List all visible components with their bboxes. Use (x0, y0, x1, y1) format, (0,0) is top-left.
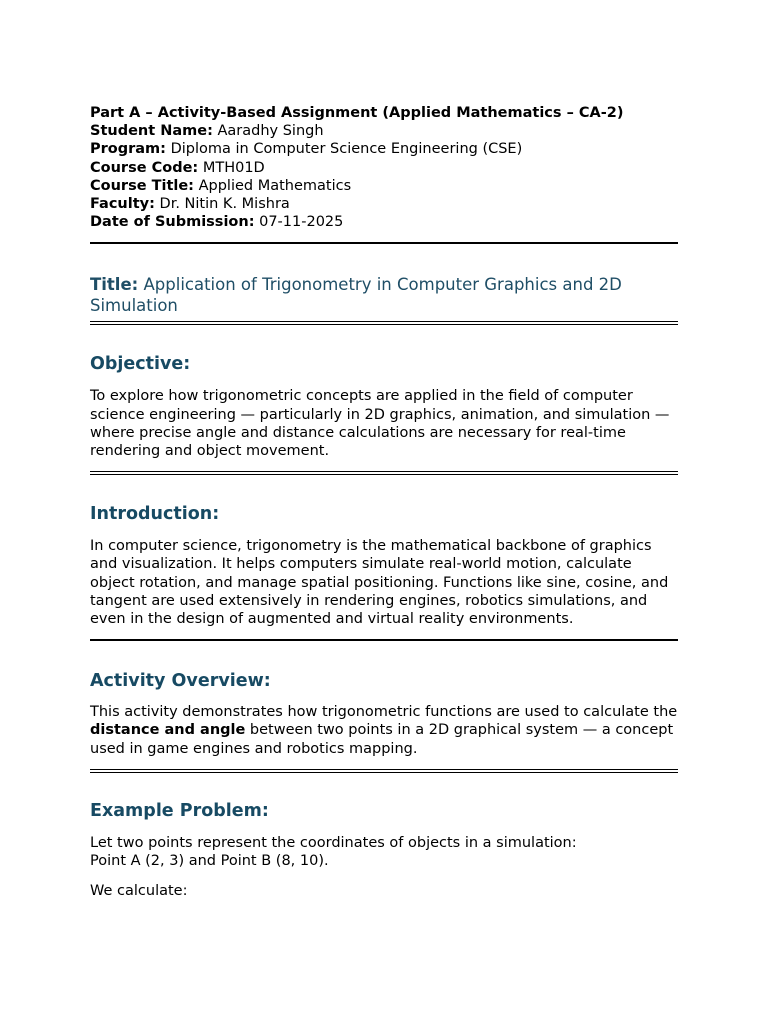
student-name-line: Student Name: Aaradhy Singh (90, 123, 324, 140)
example-problem-line-2: Point A (2, 3) and Point B (8, 10). (90, 853, 329, 870)
faculty-line: Faculty: Dr. Nitin K. Mishra (90, 196, 290, 213)
course-code-line: Course Code: MTH01D (90, 159, 265, 176)
assignment-heading: Part A – Activity-Based Assignment (Applied Mathematics – CA-2) (90, 105, 624, 121)
divider-title (90, 321, 678, 325)
introduction-text: In computer science, trigonometry is the mathematical backbone of graphics and visualization. It helps computers simulate real-world motion, calculate object rotation, and manage spatial positioning. Functions like sine, cosine, and tangent are used extensively in rendering engines, robotics simulations, and even in the design of augmented and virtual reality environments. (90, 538, 669, 628)
activity-overview-text: This activity demonstrates how trigonometric functions are used to calculate the distance and angle between two points in a 2D graphical system — a concept used in game engines and robotics mapping. (90, 704, 678, 757)
objective-text: To explore how trigonometric concepts are applied in the field of computer science engineering — particularly in 2D graphics, animation, and simulation — where precise angle and distance calculations are necessary for real-time rendering and object movement. (90, 388, 670, 460)
document-content (90, 104, 678, 900)
objective-heading: Objective: (90, 354, 191, 375)
divider-objective (90, 471, 678, 475)
submission-date-line: Date of Submission: 07-11-2025 (90, 214, 344, 231)
example-problem-heading: Example Problem: (90, 800, 269, 821)
program-line: Program: Diploma in Computer Science Engineering (CSE) (90, 141, 523, 158)
document-title: Title: Application of Trigonometry in Computer Graphics and 2D Simulation (90, 275, 622, 316)
course-title-line: Course Title: Applied Mathematics (90, 177, 352, 194)
divider-header (90, 242, 678, 244)
divider-introduction (90, 639, 678, 641)
header-block (90, 104, 678, 231)
divider-activity-overview (90, 769, 678, 773)
example-problem-line-1: Let two points represent the coordinates of objects in a simulation: (90, 834, 577, 851)
example-problem-line-3: We calculate: (90, 883, 188, 900)
activity-overview-heading: Activity Overview: (90, 671, 271, 692)
introduction-heading: Introduction: (90, 504, 220, 525)
